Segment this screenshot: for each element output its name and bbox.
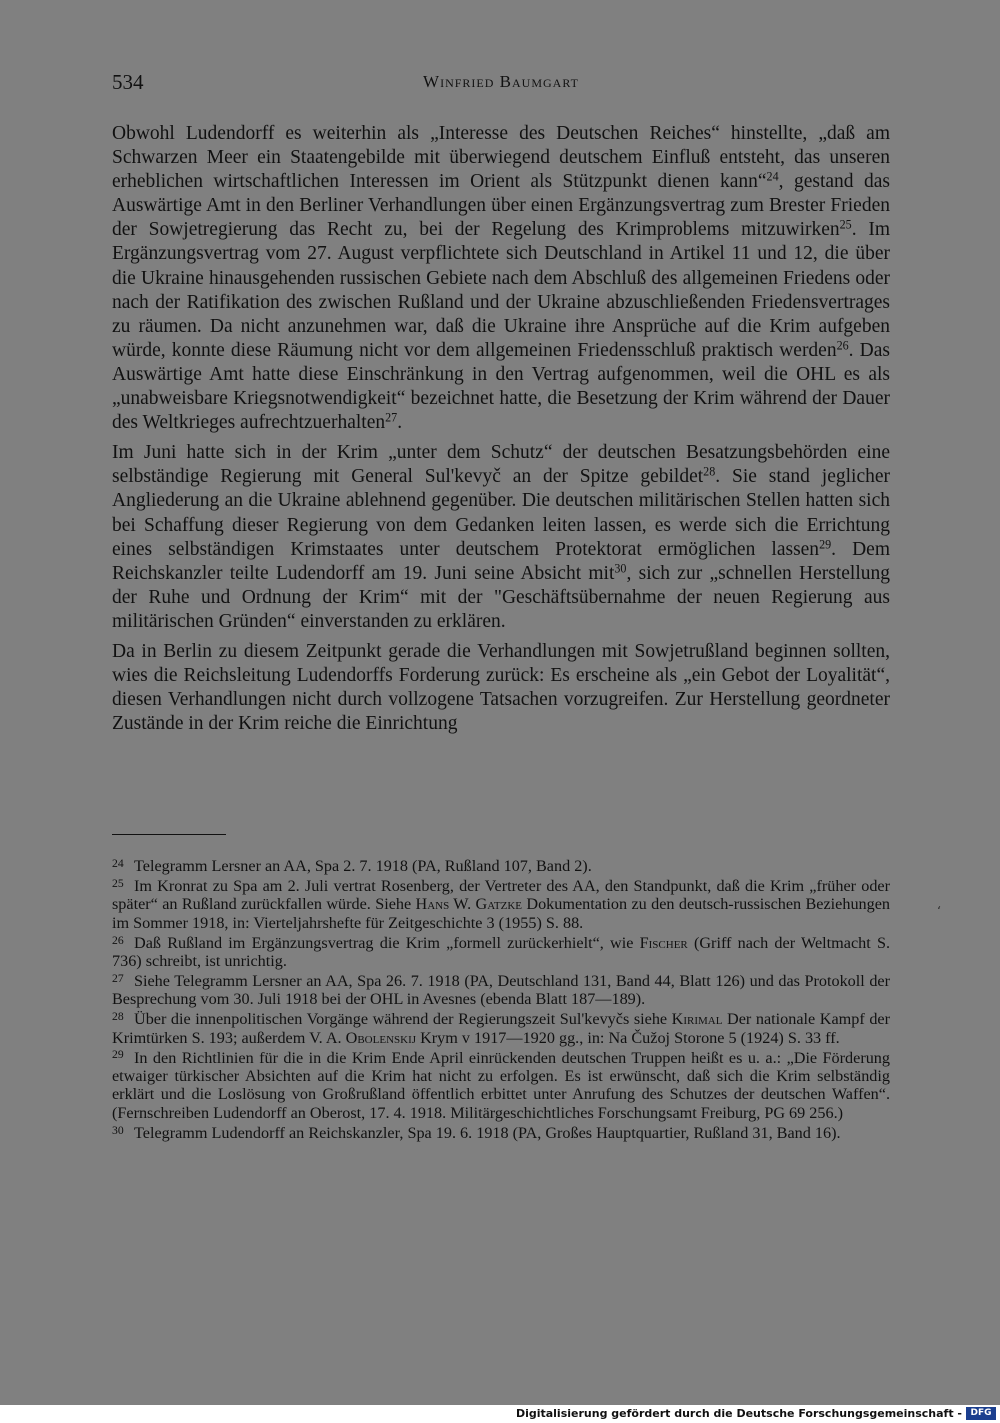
page-number: 534 (112, 70, 144, 94)
margin-mark: ‘ (937, 904, 941, 918)
footnote-ref-24: 24 (766, 169, 779, 184)
footnote-separator (112, 834, 226, 835)
body-text (112, 122, 890, 742)
footnote-26: 26 Daß Rußland im Ergänzungsvertrag die Krim „formell zurückerhielt“, wie Fischer (Griff nach der Weltmacht S. 736) schreibt, ist unrichtig. (112, 933, 891, 971)
footnote-28: 28 Über die innenpolitischen Vorgänge während der Regierungszeit Sul'kevyčs siehe Kirimal Der nationale Kampf der Krimtürken S. 193; außerdem V. A. Obolenskij Krym v 1917—1920 gg., in: Na Čužoj Storone 5 (1924) S. 33 ff. (112, 1010, 890, 1047)
paragraph-1: Obwohl Ludendorff es weiterhin als „Interesse des Deutschen Reiches“ hinstellte, „daß am Schwarzen Meer ein Staatengebilde mit überwiegend deutschem Einfluß entsteht, das unseren erheblichen wirtschaftlichen Interessen im Orient als Stützpunkt dienen kann“$^{24}$, gestand das Auswärtige Amt in den Berliner Verhandlungen über einen Ergänzungsvertrag zum Brester Frieden der Sowjetregierung das Recht zu, bei der Regelung des Krimproblems mitzuwirken$^{25}$. Im Ergänzungsvertrag vom 27. August verpflichtete sich Deutschland in Artikel 11 und 12, die über die Ukraine hinausgehenden russischen Gebiete nach dem Abschluß des allgemeinen Friedens oder nach der Ratifikation des zwischen Rußland und der Ukraine abzuschließenden Friedensvertrages zu räumen. Da nicht anzunehmen war, daß die Ukraine ihre Ansprüche auf die Krim aufgeben würde, konnte diese Räumung nicht vor dem allgemeinen Friedensschluß praktisch werden$^{26}$. Das Auswärtige Amt hatte diese Einschränkung in den Vertrag aufgenommen, weil die OHL es als „unabweisbare Kriegsnotwendigkeit“ bezeichnet hatte, die Besetzung der Krim während der Dauer des Weltkrieges aufrechtzuerhalten$^{27}$. (112, 123, 890, 434)
footnote-ref-26: 26 (836, 338, 849, 353)
footnote-24: 24 Telegramm Lersner an AA, Spa 2. 7. 1918 (PA, Rußland 107, Band 2). (112, 856, 592, 875)
paragraph-3: Da in Berlin zu diesem Zeitpunkt gerade die Verhandlungen mit Sowjetrußland beginnen sollten, wies die Reichsleitung Ludendorffs Forderung zurück: Es erscheine als „ein Gebot der Loyalität“, diesen Verhandlungen nicht durch vollzogene Tatsachen vorzugreifen. Zur Herstellung geordneter Zustände in der Krim reiche die Einrichtung (112, 640, 890, 735)
footer-credit: Digitalisierung gefördert durch die Deutsche Forschungsgemeinschaft - (515, 1407, 962, 1420)
footnote-27: 27 Siehe Telegramm Lersner an AA, Spa 26. 7. 1918 (PA, Deutschland 131, Band 44, Blatt 126) und das Protokoll der Besprechung vom 30. Juli 1918 bei der OHL in Avesnes (ebenda Blatt 187—189). (112, 971, 890, 1009)
footnote-ref-29: 29 (819, 536, 832, 551)
footnote-ref-25: 25 (839, 217, 852, 232)
page-header (112, 70, 890, 100)
footnote-ref-28: 28 (703, 464, 716, 479)
footnote-ref-27: 27 (385, 410, 398, 425)
footnotes (112, 857, 890, 1144)
digitization-footer (0, 1405, 1000, 1423)
running-head: Winfried Baumgart (423, 72, 579, 91)
footnote-30: 30 Telegramm Ludendorff an Reichskanzler, Spa 19. 6. 1918 (PA, Großes Hauptquartier, Rußland 31, Band 16). (112, 1123, 841, 1142)
footnote-ref-30: 30 (614, 561, 627, 576)
paragraph-2: Im Juni hatte sich in der Krim „unter dem Schutz“ der deutschen Besatzungsbehörden eine selbständige Regierung mit General Sul'kevyč an der Spitze gebildet$^{28}$. Sie stand jeglicher Angliederung an die Ukraine ablehnend gegenüber. Die deutschen militärischen Stellen hatten sich bei Schaffung dieser Regierung von dem Gedanken leiten lassen, es werde sich die Errichtung eines selbständigen Krimstaates unter deutschem Protektorat ermöglichen lassen$^{29}$. Dem Reichskanzler teilte Ludendorff am 19. Juni seine Absicht mit$^{30}$, sich zur „schnellen Herstellung der Ruhe und Ordnung der Krim“ mit der "Geschäftsübernahme der neuen Regierung aus militärischen Gründen“ einverstanden zu erklären. (112, 442, 890, 632)
footnote-25: 25 Im Kronrat zu Spa am 2. Juli vertrat Rosenberg, der Vertreter des AA, den Standpunkt, daß die Krim „früher oder später“ an Rußland zurückfallen würde. Siehe Hans W. Gatzke Dokumentation zu den deutsch-russischen Beziehungen im Sommer 1918, in: Vierteljahrshefte für Zeitgeschichte 3 (1955) S. 88. (112, 876, 890, 932)
dfg-logo-icon: DFG (966, 1407, 996, 1420)
footnote-29: 29 In den Richtlinien für die in die Krim Ende April einrückenden deutschen Truppen heißt es u. a.: „Die Förderung etwaiger türkischer Absichten auf die Krim hat nicht zu erfolgen. Es ist erwünscht, daß sich die Krim selbständig erklärt und die Loslösung von Großrußland öffentlich erbittet unter Anrufung des Schutzes der deutschen Waffen“. (Fernschreiben Ludendorff an Oberost, 17. 4. 1918. Militärgeschichtliches Forschungsamt Freiburg, PG 69 256.) (112, 1048, 890, 1122)
